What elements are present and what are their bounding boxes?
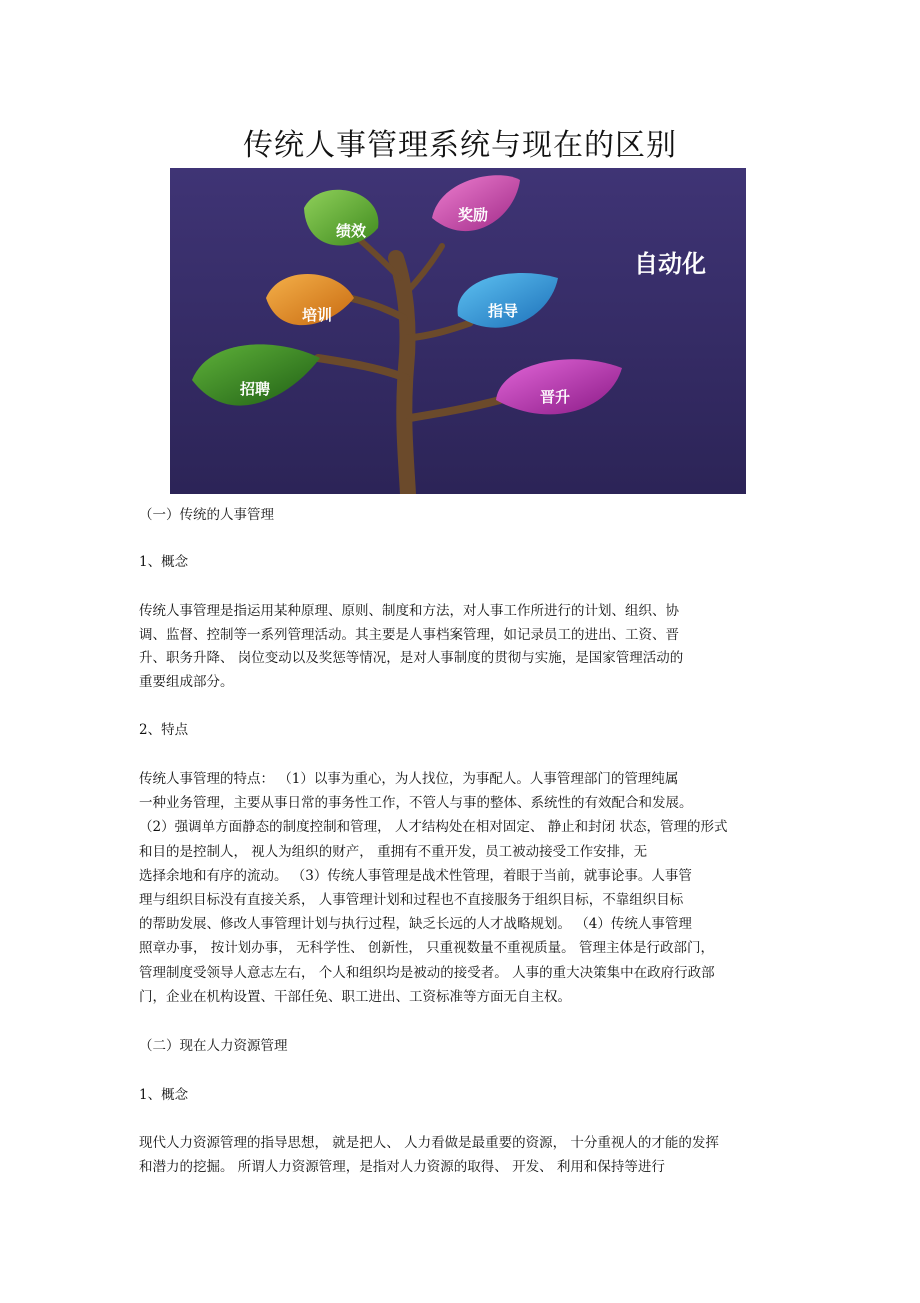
leaf-label-peixun: 培训 — [302, 306, 333, 324]
paragraph-line: 管理制度受领导人意志左右， 个人和组织均是被动的接受者。 人事的重大决策集中在政府行政部 — [139, 964, 715, 981]
hr-tree-figure — [170, 168, 746, 494]
section1-concept-heading: 1、概念 — [139, 554, 189, 570]
section1-features-heading: 2、特点 — [139, 722, 189, 738]
leaf-label-zhidao: 指导 — [488, 302, 519, 320]
paragraph-line: 现代人力资源管理的指导思想， 就是把人、 人力看做是最重要的资源， 十分重视人的才能的发挥 — [139, 1135, 719, 1151]
figure-label-automation: 自动化 — [634, 250, 706, 278]
paragraph-line: 的帮助发展、修改人事管理计划与执行过程，缺乏长远的人才战略规划。 （4）传统人事管理 — [139, 916, 692, 933]
paragraph-line: 和潜力的挖掘。 所谓人力资源管理，是指对人力资源的取得、 开发、 利用和保持等进行 — [139, 1158, 665, 1175]
page-title: 传统人事管理系统与现在的区别 — [243, 128, 677, 163]
paragraph-line: 重要组成部分。 — [139, 673, 234, 690]
paragraph-line: 传统人事管理是指运用某种原理、原则、制度和方法，对人事工作所进行的计划、组织、协 — [139, 603, 679, 619]
section1-concept-paragraph — [139, 600, 683, 694]
section2-concept-heading: 1、概念 — [139, 1087, 189, 1103]
section1-features-paragraph — [139, 767, 727, 1009]
section2-concept-paragraph — [139, 1132, 719, 1179]
paragraph-line: 门，企业在机构设置、干部任免、职工进出、工资标准等方面无自主权。 — [139, 988, 571, 1005]
paragraph-line: 照章办事， 按计划办事， 无科学性、 创新性， 只重视数量不重视质量。 管理主体是行政部门， — [139, 940, 714, 957]
paragraph-line: 选择余地和有序的流动。 （3）传统人事管理是战术性管理，着眼于当前，就事论事。人事管 — [139, 867, 692, 884]
section2-heading: （二）现在人力资源管理 — [139, 1038, 288, 1054]
leaf-label-jixiao: 绩效 — [336, 222, 367, 240]
paragraph-line: 一种业务管理，主要从事日常的事务性工作，不管人与事的整体、系统性的有效配合和发展。 — [139, 795, 693, 812]
paragraph-line: 理与组织目标没有直接关系， 人事管理计划和过程也不直接服务于组织目标，不靠组织目标 — [139, 892, 684, 909]
paragraph-line: 调、监督、控制等一系列管理活动。其主要是人事档案管理，如记录员工的进出、工资、晋 — [139, 626, 679, 643]
paragraph-line: （2）强调单方面静态的制度控制和管理， 人才结构处在相对固定、 静止和封闭 状态，管理的形式 — [139, 819, 728, 836]
paragraph-line: 升、职务升降、 岗位变动以及奖惩等情况，是对人事制度的贯彻与实施，是国家管理活动的 — [139, 650, 684, 666]
leaf-label-jiangli: 奖励 — [458, 206, 489, 224]
paragraph-line: 和目的是控制人， 视人为组织的财产， 重拥有不重开发，员工被动接受工作安排，无 — [139, 843, 648, 860]
section1-heading: （一）传统的人事管理 — [139, 507, 274, 523]
leaf-label-jinsheng: 晋升 — [540, 388, 571, 406]
leaf-label-zhaopin: 招聘 — [240, 380, 271, 398]
paragraph-line: 传统人事管理的特点： （1）以事为重心，为人找位，为事配人。人事管理部门的管理纯属 — [139, 771, 679, 787]
